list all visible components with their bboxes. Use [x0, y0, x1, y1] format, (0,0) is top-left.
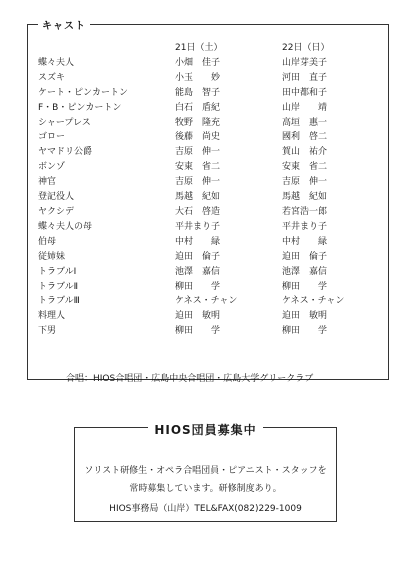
cast-day2: 山岸芽美子	[282, 57, 328, 68]
cast-row	[38, 205, 383, 220]
cast-day1: 迫田 倫子	[175, 251, 221, 262]
cast-row	[38, 235, 383, 250]
cast-day2: 馬越 紀如	[282, 192, 328, 203]
cast-day1: ケネス・チャン	[175, 296, 238, 307]
cast-role: トラブルⅢ	[38, 296, 80, 307]
cast-row	[38, 190, 383, 205]
cast-day1: 白石 盾紀	[175, 102, 221, 113]
recruit-text-line1: ソリスト研修生・オペラ合唱団員・ピアニスト・スタッフを	[84, 466, 327, 476]
cast-day2: 迫田 敏明	[282, 311, 328, 322]
cast-role: 従姉妹	[38, 251, 66, 262]
cast-day1: 馬越 紀如	[175, 192, 221, 203]
cast-row	[38, 175, 383, 190]
recruit-text-line2: 常時募集しています。研修制度あり。	[129, 484, 282, 494]
cast-day1: 柳田 学	[175, 326, 221, 337]
cast-role: ヤマドリ公爵	[38, 147, 93, 158]
cast-role: 神官	[38, 177, 57, 188]
cast-row	[38, 324, 383, 339]
cast-row	[38, 280, 383, 295]
cast-day1: 平井まり子	[175, 221, 221, 232]
cast-day2: 若宮浩一郎	[282, 206, 328, 217]
date-header-22: 22日（日）	[282, 43, 330, 53]
cast-day1: 吉原 伸一	[175, 147, 221, 158]
cast-day1: 中村 緑	[175, 236, 221, 247]
cast-row	[38, 250, 383, 265]
cast-role: 登記役人	[38, 192, 75, 203]
cast-day2: 田中都和子	[282, 87, 328, 98]
cast-row	[38, 294, 383, 309]
cast-day2: 高垣 惠一	[282, 117, 328, 128]
cast-day1: 牧野 隆充	[175, 117, 221, 128]
cast-role: トラブルⅠ	[38, 266, 77, 277]
cast-role: トラブルⅡ	[38, 281, 79, 292]
cast-row	[38, 71, 383, 86]
cast-role: ボンゾ	[38, 162, 66, 173]
cast-day1: 迫田 敏明	[175, 311, 221, 322]
cast-day2: 中村 緑	[282, 236, 328, 247]
recruit-section	[74, 423, 337, 522]
cast-day1: 吉原 伸一	[175, 177, 221, 188]
cast-role: ケート・ピンカートン	[38, 87, 129, 98]
cast-table	[38, 41, 383, 339]
cast-day2: ケネス・チャン	[282, 296, 345, 307]
cast-day1: 池澤 嘉信	[175, 266, 221, 277]
cast-row	[38, 309, 383, 324]
cast-title: キャスト	[38, 17, 90, 32]
cast-day2: 吉原 伸一	[282, 177, 328, 188]
cast-day1: 大石 啓造	[175, 206, 221, 217]
cast-row	[38, 86, 383, 101]
cast-day2: 賀山 祐介	[282, 147, 328, 158]
cast-day2: 山岸 靖	[282, 102, 328, 113]
cast-role: 蝶々夫人	[38, 57, 75, 68]
cast-day2: 池澤 嘉信	[282, 266, 328, 277]
cast-row	[38, 101, 383, 116]
choir-credit: 合唱：HIOS合唱団・広島中央合唱団・広島大学グリークラブ	[66, 374, 314, 384]
cast-row	[38, 56, 383, 71]
cast-role: シャープレス	[38, 117, 91, 128]
recruit-contact: HIOS事務局（山岸）TEL&FAX(082)229-1009	[109, 504, 302, 514]
date-header-21: 21日（土）	[175, 43, 223, 53]
cast-row	[38, 145, 383, 160]
cast-day2: 迫田 倫子	[282, 251, 328, 262]
cast-role: 伯母	[38, 236, 57, 247]
cast-day1: 小玉 妙	[175, 72, 221, 83]
cast-day2: 柳田 学	[282, 326, 328, 337]
cast-day1: 後藤 尚史	[175, 132, 221, 143]
cast-row	[38, 116, 383, 131]
cast-day2: 安東 省二	[282, 162, 328, 173]
cast-role: 蝶々夫人の母	[38, 221, 93, 232]
recruit-title: HIOS団員募集中	[148, 423, 262, 437]
cast-day2: 平井まり子	[282, 221, 328, 232]
cast-role: ゴロー	[38, 132, 66, 143]
cast-row	[38, 130, 383, 145]
date-header-row	[38, 41, 383, 56]
cast-row	[38, 160, 383, 175]
cast-day1: 安東 省二	[175, 162, 221, 173]
cast-role: スズキ	[38, 72, 66, 83]
cast-day2: 柳田 学	[282, 281, 328, 292]
cast-role: F・B・ピンカートン	[38, 102, 122, 113]
cast-day1: 小畑 佳子	[175, 57, 221, 68]
cast-row	[38, 220, 383, 235]
cast-day2: 國利 啓二	[282, 132, 328, 143]
cast-role: 料理人	[38, 311, 66, 322]
cast-day1: 能島 智子	[175, 87, 221, 98]
cast-day2: 河田 直子	[282, 72, 328, 83]
cast-role: ヤクシデ	[38, 206, 75, 217]
cast-row	[38, 265, 383, 280]
cast-section	[27, 21, 389, 384]
cast-day1: 柳田 学	[175, 281, 221, 292]
cast-role: 下男	[38, 326, 57, 337]
